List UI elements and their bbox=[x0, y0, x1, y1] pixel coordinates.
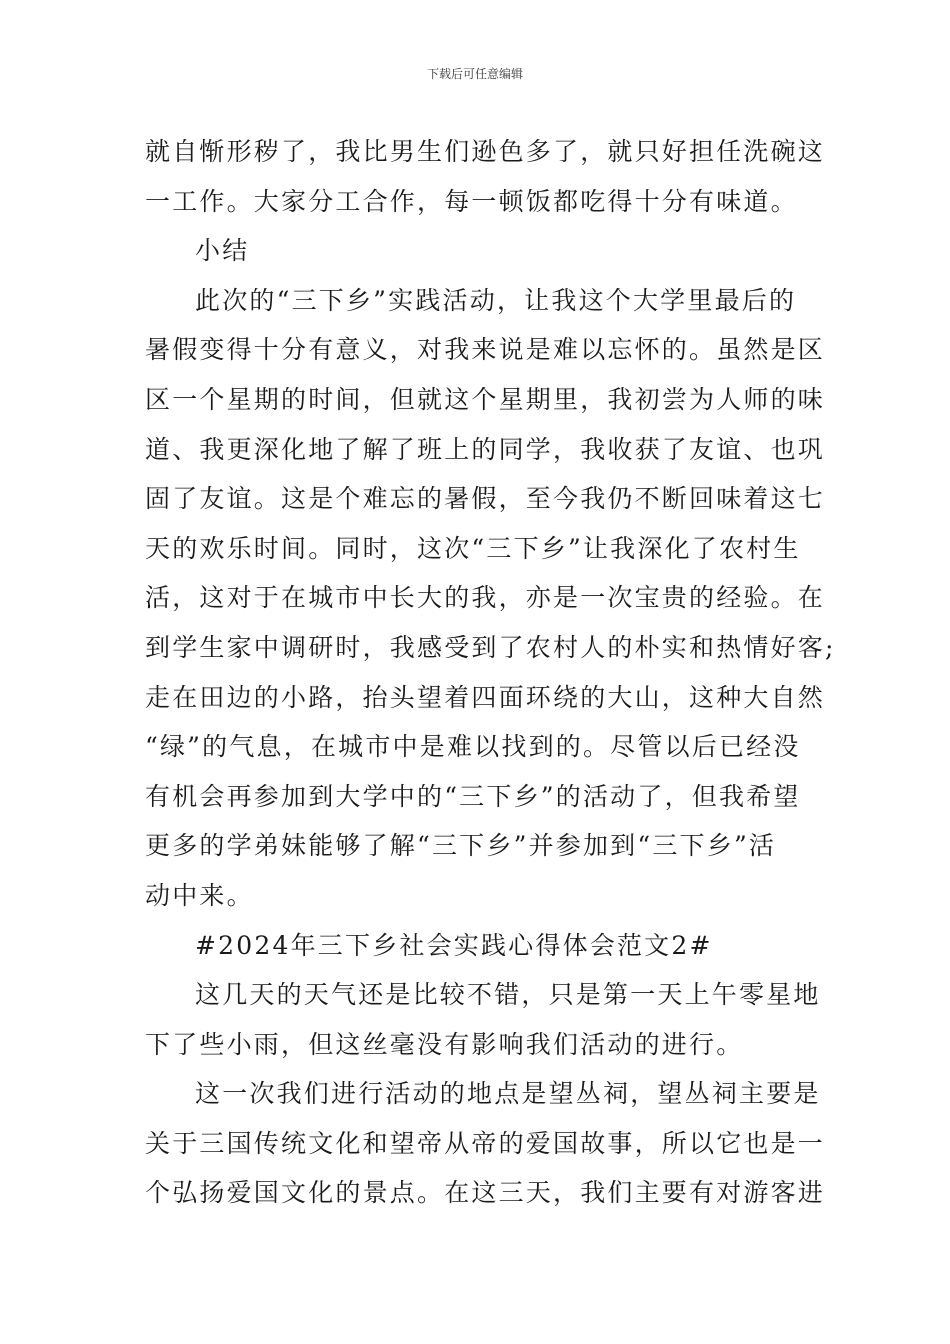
text-line: 到学生家中调研时，我感受到了农村人的朴实和热情好客; bbox=[145, 632, 836, 662]
text-line: 关于三国传统文化和望帝从帝的爱国故事，所以它也是一 bbox=[145, 1128, 826, 1158]
text-line: 活，这对于在城市中长大的我，亦是一次宝贵的经验。在 bbox=[145, 583, 826, 613]
document-body bbox=[145, 127, 836, 1218]
text-line: 动中来。 bbox=[145, 880, 254, 910]
text-line: 此次的“三下乡”实践活动，让我这个大学里最后的 bbox=[195, 285, 797, 315]
text-line: 道、我更深化地了解了班上的同学，我收获了友谊、也巩 bbox=[145, 434, 826, 464]
text-line: 天的欢乐时间。同时，这次“三下乡”让我深化了农村生 bbox=[145, 533, 801, 563]
text-line: 固了友谊。这是个难忘的暑假，至今我仍不断回味着这七 bbox=[145, 484, 826, 514]
paragraph-weather bbox=[145, 970, 821, 1069]
text-line: 这几天的天气还是比较不错，只是第一天上午零星地 bbox=[195, 980, 821, 1010]
text-line: #2024年三下乡社会实践心得体会范文2# bbox=[195, 930, 713, 960]
paragraph-summary bbox=[145, 276, 836, 921]
paragraph-location bbox=[145, 1069, 826, 1218]
text-line: 这一次我们进行活动的地点是望丛祠，望丛祠主要是 bbox=[195, 1079, 821, 1109]
text-line: 小结 bbox=[195, 236, 250, 266]
text-line: 区一个星期的时间，但就这个星期里，我初尝为人师的味 bbox=[145, 384, 826, 414]
paragraph-continuation bbox=[145, 127, 826, 226]
text-line: 更多的学弟妹能够了解“三下乡”并参加到“三下乡”活 bbox=[145, 831, 777, 861]
text-line: 下了些小雨，但这丝毫没有影响我们活动的进行。 bbox=[145, 1029, 744, 1059]
text-line: 一工作。大家分工合作，每一顿饭都吃得十分有味道。 bbox=[145, 186, 798, 216]
text-line: 个弘扬爱国文化的景点。在这三天，我们主要有对游客进 bbox=[145, 1178, 826, 1208]
text-line: 有机会再参加到大学中的“三下乡”的活动了，但我希望 bbox=[145, 781, 801, 811]
page-header: 下载后可任意编辑 bbox=[426, 67, 523, 81]
text-line: 走在田边的小路，抬头望着四面环绕的大山，这种大自然 bbox=[145, 682, 826, 712]
section-heading-essay-2 bbox=[145, 921, 815, 971]
text-line: “绿”的气息，在城市中是难以找到的。尽管以后已经没 bbox=[145, 732, 801, 762]
text-line: 就自惭形秽了，我比男生们逊色多了，就只好担任洗碗这 bbox=[145, 137, 826, 166]
section-heading-summary bbox=[145, 226, 815, 276]
text-line: 暑假变得十分有意义，对我来说是难以忘怀的。虽然是区 bbox=[145, 335, 826, 365]
